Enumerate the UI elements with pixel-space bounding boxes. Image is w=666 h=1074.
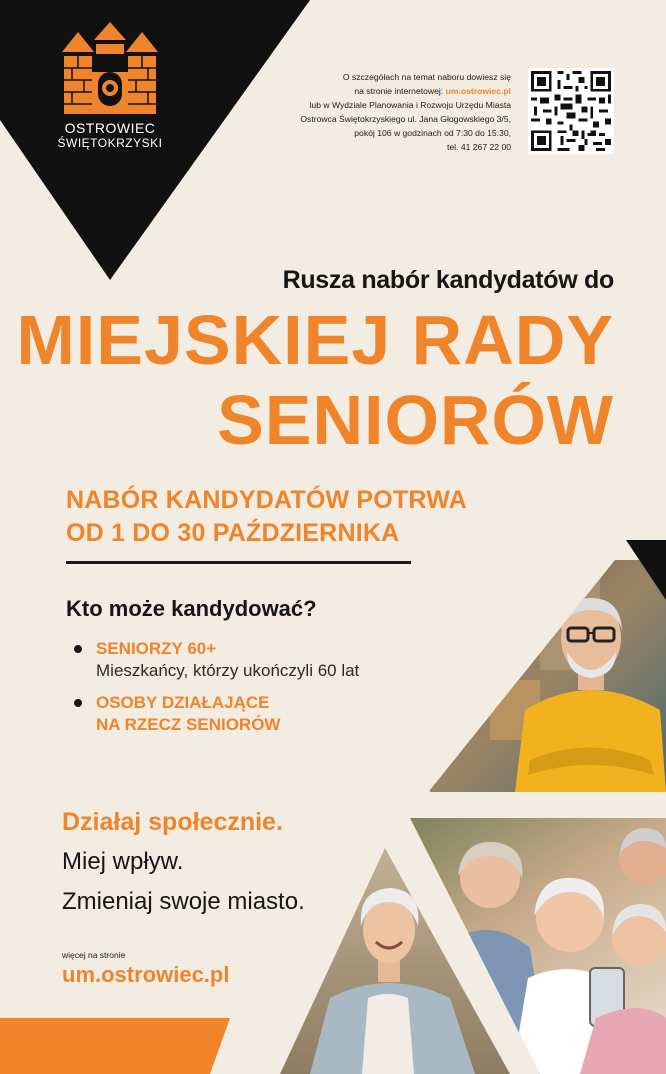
headline-lead: Rusza nabór kandydatów do bbox=[282, 266, 614, 294]
info-line-1: O szczegółach na temat naboru dowiesz się bbox=[342, 72, 511, 82]
info-phone: tel. 41 267 22 00 bbox=[446, 142, 511, 152]
recruitment-underline bbox=[66, 561, 411, 564]
bullet-icon bbox=[74, 645, 82, 653]
list-item bbox=[74, 692, 414, 736]
qr-code-icon[interactable] bbox=[528, 68, 614, 154]
bullet-icon bbox=[74, 699, 82, 707]
city-name-line1: OSTROWIEC bbox=[64, 120, 156, 136]
eligibility-item-title-line1: OSOBY DZIAŁAJĄCE bbox=[96, 693, 270, 712]
eligibility-item-title-line2: NA RZECZ SENIORÓW bbox=[96, 715, 281, 734]
info-line-5: pokój 106 w godzinach od 7:30 do 15:30, bbox=[354, 128, 511, 138]
info-line-3: lub w Wydziale Planowania i Rozwoju Urzędu Miasta bbox=[309, 100, 511, 110]
eligibility-heading: Kto może kandydować? bbox=[66, 596, 317, 621]
orange-footer-bar bbox=[0, 1018, 230, 1074]
headline-title-line2: SENIORÓW bbox=[217, 381, 614, 459]
eligibility-item-text: Mieszkańcy, którzy ukończyli 60 lat bbox=[96, 661, 360, 680]
black-corner-shape bbox=[626, 540, 666, 600]
info-line-4: Ostrowca Świętokrzyskiego ul. Jana Głogowskiego 3/5, bbox=[300, 114, 511, 124]
contact-info bbox=[251, 70, 511, 154]
city-name-line2: ŚWIĘTOKRZYSKI bbox=[57, 136, 163, 150]
city-logo bbox=[50, 22, 170, 150]
info-line-2-text: na stronie internetowej: bbox=[354, 86, 444, 96]
castle-crest-icon bbox=[60, 22, 160, 114]
recruitment-period bbox=[66, 484, 467, 550]
info-url-link[interactable]: um.ostrowiec.pl bbox=[445, 86, 511, 96]
recruitment-line1: NABÓR KANDYDATÓW POTRWA bbox=[66, 486, 467, 514]
headline-title-line1: MIEJSKIEJ RADY bbox=[16, 301, 614, 379]
slogan-line3: Zmieniaj swoje miasto. bbox=[62, 888, 305, 915]
website-link[interactable]: um.ostrowiec.pl bbox=[62, 962, 230, 987]
eligibility-list bbox=[74, 638, 414, 746]
recruitment-line2: OD 1 DO 30 PAŹDZIERNIKA bbox=[66, 519, 400, 547]
slogan-line1: Działaj społecznie. bbox=[62, 808, 283, 836]
slogan-line2: Miej wpływ. bbox=[62, 848, 184, 875]
more-info-label: więcej na stronie bbox=[62, 950, 126, 960]
list-item bbox=[74, 638, 414, 682]
eligibility-item-title: SENIORZY 60+ bbox=[96, 639, 217, 658]
senior-women-photo bbox=[250, 818, 666, 1074]
info-line-2 bbox=[251, 84, 511, 98]
